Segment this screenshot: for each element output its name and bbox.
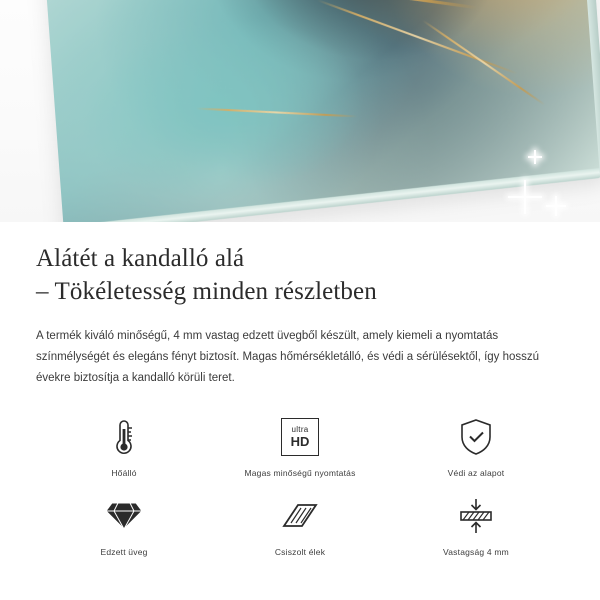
headline-line-1: Alátét a kandalló alá	[36, 245, 245, 272]
shield-check-icon	[457, 415, 495, 459]
feature-item-protects-base	[388, 415, 564, 478]
ultra-hd-badge-bottom: HD	[290, 434, 310, 449]
headline-line-2: – Tökéletesség minden részletben	[36, 278, 377, 305]
content-area	[0, 242, 600, 557]
feature-item-polished-edges	[212, 494, 388, 557]
diamond-icon	[104, 494, 144, 538]
gold-vein	[232, 0, 477, 10]
page-title	[36, 242, 564, 308]
feature-item-print-quality	[212, 415, 388, 478]
polished-edges-icon	[280, 494, 320, 538]
description-paragraph: A termék kiváló minőségű, 4 mm vastag edzett üvegből készült, amely kiemeli a nyomtatás színmélységét és elegáns fényt biztosít. Magas hőmérsékletálló, és védi a sérülésektől, így hosszú évekre biztosítja a kandalló körüli teret.	[36, 330, 540, 384]
feature-label: Edzett üveg	[100, 547, 148, 557]
feature-item-heat-resistant	[36, 415, 212, 478]
ultra-hd-icon	[281, 415, 319, 459]
feature-label: Hőálló	[111, 468, 137, 478]
feature-label: Védi az alapot	[447, 468, 505, 478]
ultra-hd-badge-top: ultra	[291, 425, 309, 434]
feature-grid	[36, 415, 564, 557]
hero-product-image	[0, 0, 600, 222]
gold-vein	[196, 107, 357, 117]
gold-vein	[423, 20, 546, 106]
feature-label: Csiszolt élek	[274, 547, 326, 557]
feature-label: Magas minőségű nyomtatás	[244, 468, 356, 478]
feature-label: Vastagság 4 mm	[443, 547, 509, 557]
feature-item-tempered-glass	[36, 494, 212, 557]
thickness-4mm-icon	[456, 494, 496, 538]
thermometer-icon	[109, 415, 139, 459]
feature-item-thickness	[388, 494, 564, 557]
